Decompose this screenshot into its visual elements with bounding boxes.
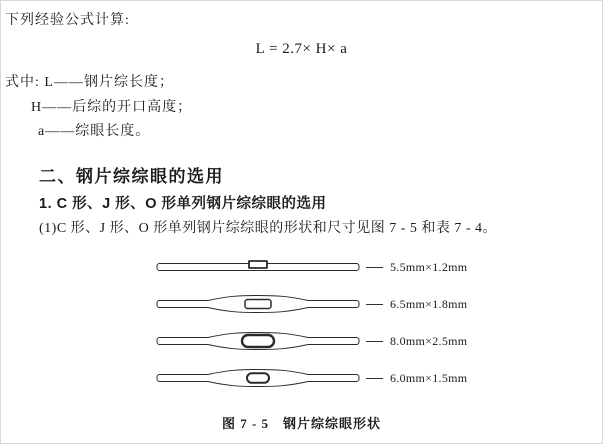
formula-definitions [5, 71, 192, 145]
heald-eye [249, 261, 267, 268]
heald-row [156, 329, 467, 353]
heald-eye [242, 335, 274, 347]
heald-eye [247, 373, 269, 383]
heald-shape [156, 255, 360, 279]
dimension-label: 6.5mm×1.8mm [390, 296, 468, 311]
heald-shape [156, 366, 360, 390]
intro-line: 下列经验公式计算: [5, 13, 130, 28]
leader-line [366, 304, 383, 305]
definition-line: H——后综的开口高度； [31, 99, 193, 115]
heald-shape [156, 292, 360, 316]
heald-shape [156, 329, 360, 353]
leader-line [366, 378, 383, 379]
subsection-heading: 1. C 形、J 形、O 形单列钢片综综眼的选用 [39, 196, 327, 212]
leader-line [366, 341, 383, 342]
definition-line: a——综眼长度。 [38, 124, 151, 139]
formula-line: L = 2.7× H× a [255, 41, 348, 57]
definition-line: 式中: L——钢片综长度； [5, 75, 174, 90]
heald-row [156, 366, 467, 390]
body-paragraph: (1)C 形、J 形、O 形单列钢片综综眼的形状和尺寸见图 7 - 5 和表 7 - 4。 [39, 221, 498, 236]
figure-7-5 [156, 255, 467, 403]
section-heading: 二、钢片综综眼的选用 [39, 167, 224, 186]
dimension-label: 8.0mm×2.5mm [390, 333, 468, 348]
heald-row [156, 292, 467, 316]
heald-row [156, 255, 467, 279]
dimension-label: 5.5mm×1.2mm [390, 259, 468, 274]
leader-line [366, 267, 383, 268]
dimension-label: 6.0mm×1.5mm [390, 370, 468, 385]
figure-caption: 图 7 - 5 钢片综综眼形状 [221, 416, 382, 431]
heald-eye [245, 300, 271, 309]
